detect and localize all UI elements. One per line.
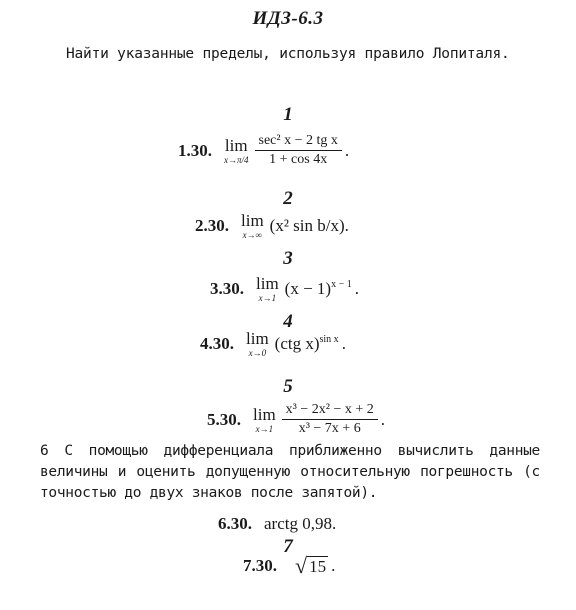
section-number-1: 1 bbox=[283, 104, 293, 125]
numerator: sec² x − 2 tg x bbox=[255, 133, 342, 151]
section-number-2: 2 bbox=[283, 188, 293, 209]
task-number: 7.30. bbox=[243, 556, 277, 575]
task-number: 1.30. bbox=[178, 140, 212, 160]
intro-text: Найти указанные пределы, используя правило Лопиталя. bbox=[66, 46, 510, 62]
section-number-4: 4 bbox=[283, 311, 293, 332]
lim-subscript: x→∞ bbox=[242, 230, 263, 240]
lim-subscript: x→0 bbox=[248, 348, 267, 358]
limit-operator bbox=[246, 330, 269, 358]
lim-word: lim bbox=[241, 211, 264, 230]
section-number-7: 7 bbox=[283, 536, 293, 557]
task-7-30 bbox=[243, 555, 335, 577]
end-mark: . bbox=[331, 556, 336, 575]
end-mark: . bbox=[341, 334, 346, 353]
lim-word: lim bbox=[224, 135, 248, 155]
expression: arctg 0,98. bbox=[264, 514, 337, 533]
lim-word: lim bbox=[253, 404, 276, 424]
task-4-30 bbox=[200, 330, 346, 358]
radical-sign-icon: √ bbox=[295, 553, 308, 578]
task-5-30 bbox=[207, 402, 385, 437]
task-number: 6.30. bbox=[218, 514, 252, 533]
end-mark: . bbox=[354, 279, 359, 298]
limit-operator bbox=[224, 137, 249, 165]
lim-word: lim bbox=[256, 274, 279, 293]
task-2-30 bbox=[195, 212, 349, 240]
expression: (x² sin b/x). bbox=[269, 216, 349, 235]
end-mark: . bbox=[380, 409, 386, 429]
expression bbox=[285, 279, 352, 299]
lim-subscript: x→1 bbox=[255, 423, 274, 434]
numerator: x³ − 2x² − x + 2 bbox=[282, 402, 378, 420]
denominator: x³ − 7x + 6 bbox=[298, 421, 361, 437]
task-3-30 bbox=[210, 275, 359, 303]
exponent: sin x bbox=[319, 334, 339, 345]
limit-operator bbox=[256, 275, 279, 303]
task-number: 4.30. bbox=[200, 334, 234, 353]
task-number: 3.30. bbox=[210, 279, 244, 298]
task-6-30 bbox=[218, 514, 336, 534]
radicand: 15 bbox=[309, 557, 327, 577]
limit-operator bbox=[241, 212, 264, 240]
square-root bbox=[295, 555, 328, 577]
expression bbox=[275, 334, 339, 354]
fraction bbox=[282, 402, 378, 437]
base: (x − 1) bbox=[284, 279, 332, 298]
task-number: 5.30. bbox=[207, 409, 241, 429]
denominator: 1 + cos 4x bbox=[269, 152, 328, 168]
lim-subscript: x→1 bbox=[258, 293, 277, 303]
limit-operator bbox=[253, 406, 276, 434]
base: (ctg x) bbox=[274, 334, 320, 353]
task-6-paragraph: 6 С помощью дифференциала приближенно вычислить данные величины и оценить допущенную относительную погрешность (с точностью до двух знаков после запятой). bbox=[40, 443, 540, 501]
exponent: x − 1 bbox=[331, 279, 352, 290]
section-number-5: 5 bbox=[283, 376, 293, 397]
section-number-3: 3 bbox=[283, 248, 293, 269]
fraction bbox=[255, 133, 342, 168]
page-title: ИДЗ-6.3 bbox=[252, 8, 324, 29]
lim-subscript: x→π/4 bbox=[224, 154, 249, 165]
end-mark: . bbox=[344, 140, 350, 160]
task-1-30 bbox=[178, 133, 349, 168]
task-number: 2.30. bbox=[195, 216, 229, 235]
lim-word: lim bbox=[246, 329, 269, 348]
